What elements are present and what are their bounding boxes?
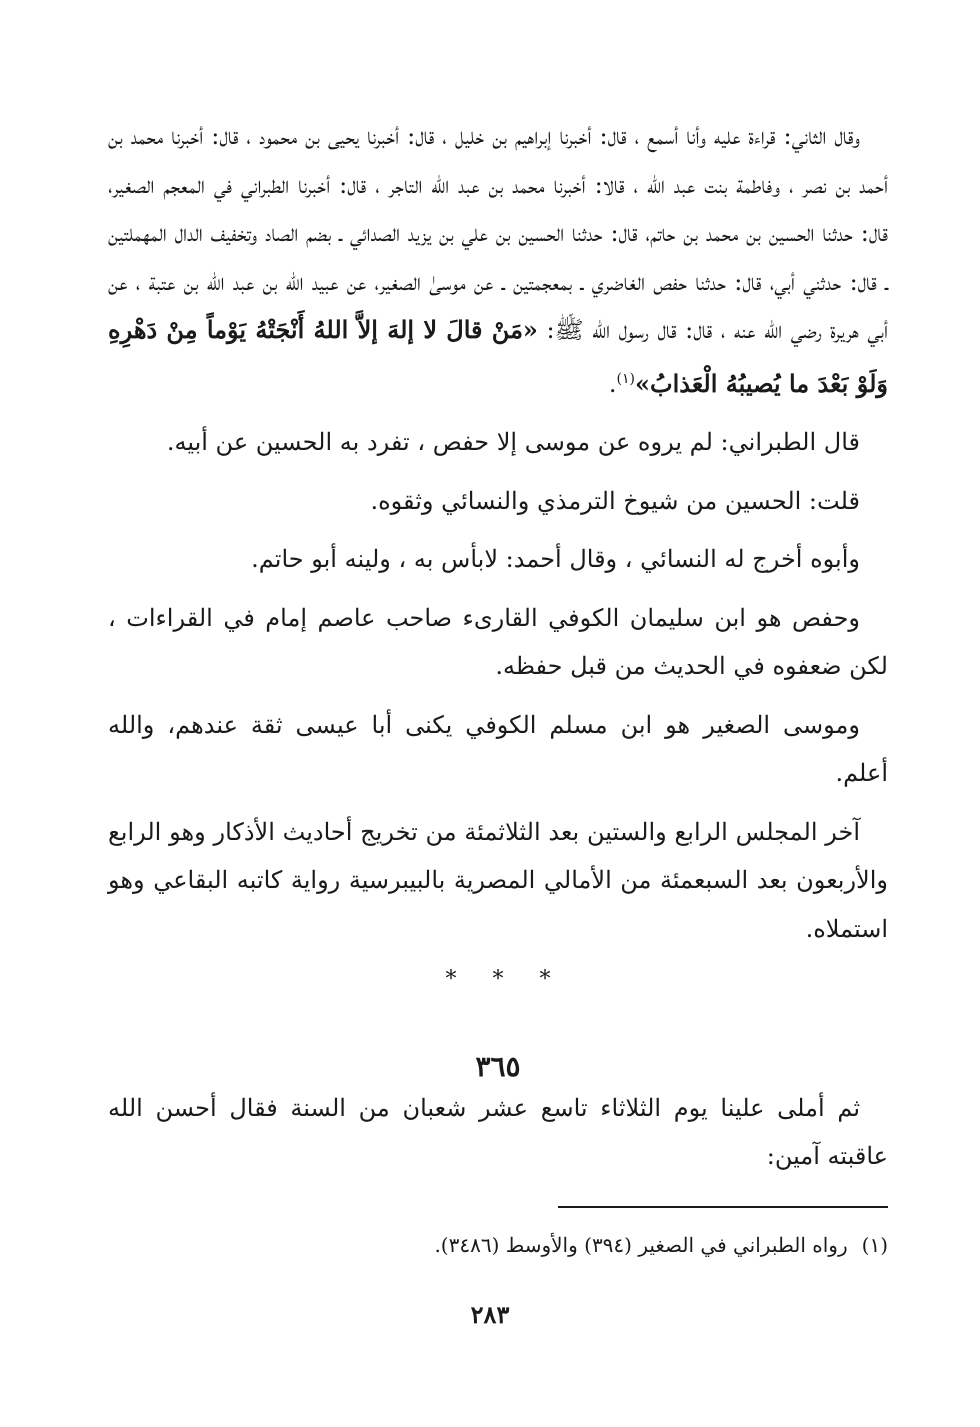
asterisk-icon: * [492, 967, 504, 992]
footnote [108, 1230, 888, 1260]
paragraph-musa-note: وموسى الصغير هو ابن مسلم الكوفي يكنى أبا عيسى ثقة عندهم، والله أعلم. [108, 710, 888, 787]
footnote-divider [558, 1206, 888, 1208]
footnote-reference[interactable]: (١) [616, 370, 635, 387]
asterisk-icon: * [445, 967, 457, 992]
footnote-text: رواه الطبراني في الصغير (٣٩٤) والأوسط (٣٤٨٦). [434, 1233, 848, 1257]
page-number: ٢٨٣ [470, 1300, 510, 1329]
section-number: ٣٦٥ [475, 1050, 521, 1083]
paragraph-tabarani-comment: قال الطبراني: لم يروه عن موسى إلا حفص ، تفرد به الحسين عن أبيه. [166, 428, 860, 456]
footnote-marker: (١) [861, 1233, 888, 1257]
main-text [108, 112, 888, 953]
section-intro [108, 1084, 888, 1180]
paragraph-session-end: آخر المجلس الرابع والستين بعد الثلاثمئة من تخريج أحاديث الأذكار وهو الرابع والأربعون بعد السبعمئة من الأمالي المصرية بالبيبرسية رواية كاتبه البقاعي وهو استملاه. [108, 817, 888, 943]
hadith-end: . [608, 369, 617, 398]
hadith-quote: «مَنْ قالَ لا إلهَ إلاَّ اللهُ أَنْجَتْهُ يَوْماً مِنْ دَهْرِهِ وَلَوْ بَعْدَ ما يُصيبُهُ الْعَذابُ» [108, 315, 888, 398]
paragraph-hafs-note: وحفص هو ابن سليمان الكوفي القارىء صاحب عاصم إمام في القراءات ، لكن ضعفوه في الحديث من قبل حفظه. [108, 603, 888, 680]
section-separator [108, 967, 888, 992]
hadith-isnad: وقال الثاني: قراءة عليه وأنا أسمع ، قال: أخبرنا إبراهيم بن خليل ، قال: أخبرنا يحيى بن محمود ، قال: أخبرنا محمد بن أحمد بن نصر ، وفاطمة بنت عبد الله ، قالا: أخبرنا محمد بن عبد الله التاجر ، قال: أخبرنا الطبراني في المعجم الصغير، قال: حدثنا الحسين بن محمد بن حاتم، قال: حدثنا الحسين بن علي بن يزيد الصدائي ـ بضم الصاد وتخفيف الدال المهملتين ـ قال: حدثني أبي، قال: حدثنا حفص الغاضري ـ بمعجمتين ـ عن موسىٰ الصغير، عن عبيد الله بن عبد الله بن عتبة ، عن أبي هريرة رضي الله عنه ، قال: قال رسول الله ﷺ: [108, 122, 889, 344]
paragraph-father-note: وأبوه أخرج له النسائي ، وقال أحمد: لابأس به ، ولينه أبو حاتم. [251, 545, 860, 573]
asterisk-icon: * [539, 967, 551, 992]
paragraph-author-note: قلت: الحسين من شيوخ الترمذي والنسائي وثقوه. [370, 486, 860, 515]
paragraph-hadith-chain [108, 112, 888, 408]
paragraph-section-intro: ثم أملى علينا يوم الثلاثاء تاسع عشر شعبان من السنة فقال أحسن الله عاقبته آمين: [108, 1094, 888, 1170]
